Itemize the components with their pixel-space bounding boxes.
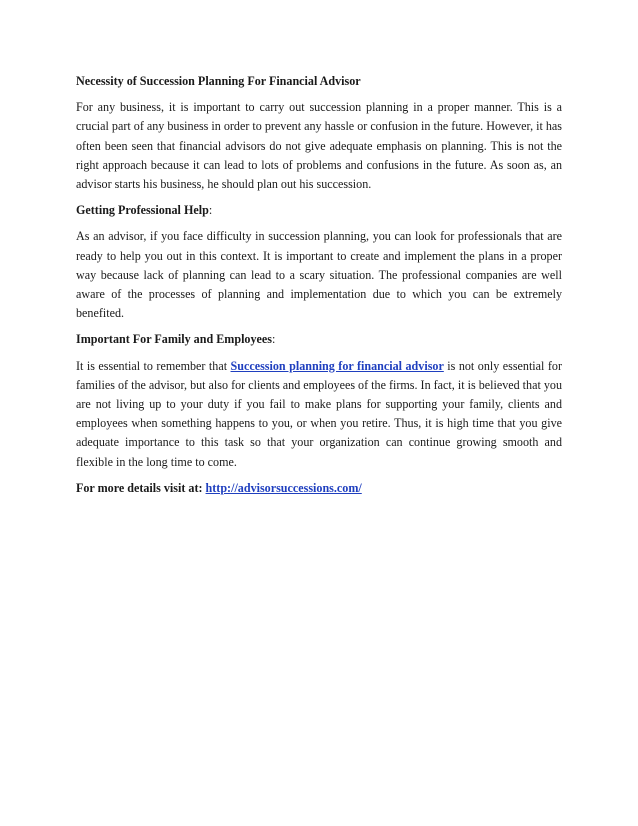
section-heading-colon: : xyxy=(208,203,213,218)
intro-paragraph: For any business, it is important to carry out succession planning in a proper manner. This is a crucial part of any business in order to prevent any hassle or confusion in the future. However, it has often been seen that financial advisors do not give adequate emphasis on planning. This is not the right approach because it can lead to lots of problems and confusions in the future. As soon as, an advisor starts his business, he should plan out his succession. xyxy=(76,100,562,192)
section-heading-colon: : xyxy=(271,332,276,347)
section-heading-family-employees xyxy=(76,330,562,349)
document-page xyxy=(76,72,562,505)
more-details-line xyxy=(76,479,562,498)
family-employees-paragraph xyxy=(76,357,562,472)
professional-help-paragraph: As an advisor, if you face difficulty in succession planning, you can look for professionals that are ready to help you out in this context. It is important to create and implement the plans in a proper way because lack of planning can lead to a scary situation. The professional companies are well aware of the processes of planning and implementation due to which you can be extremely benefited. xyxy=(76,229,562,321)
website-link[interactable]: http://advisorsuccessions.com/ xyxy=(205,480,362,495)
section-heading-professional-help xyxy=(76,201,562,220)
section-heading-text: Important For Family and Employees xyxy=(76,332,272,347)
paragraph-text-before-link: It is essential to remember that xyxy=(76,358,231,373)
section-heading-text: Getting Professional Help xyxy=(76,203,209,218)
succession-planning-link[interactable]: Succession planning for financial advisor xyxy=(230,358,444,373)
document-title: Necessity of Succession Planning For Financial Advisor xyxy=(76,74,361,88)
paragraph-text-after-link: is not only essential for families of the advisor, but also for clients and employees of the firms. In fact, it is believed that you are not living up to your duty if you fail to make plans for supporting your family, clients and employees when something happens to you, or when you retire. Thus, it is high time that you give adequate importance to this task so that your organization can continue growing smooth and flexible in the long time to come. xyxy=(76,358,562,469)
more-details-label: For more details visit at: xyxy=(76,480,206,495)
